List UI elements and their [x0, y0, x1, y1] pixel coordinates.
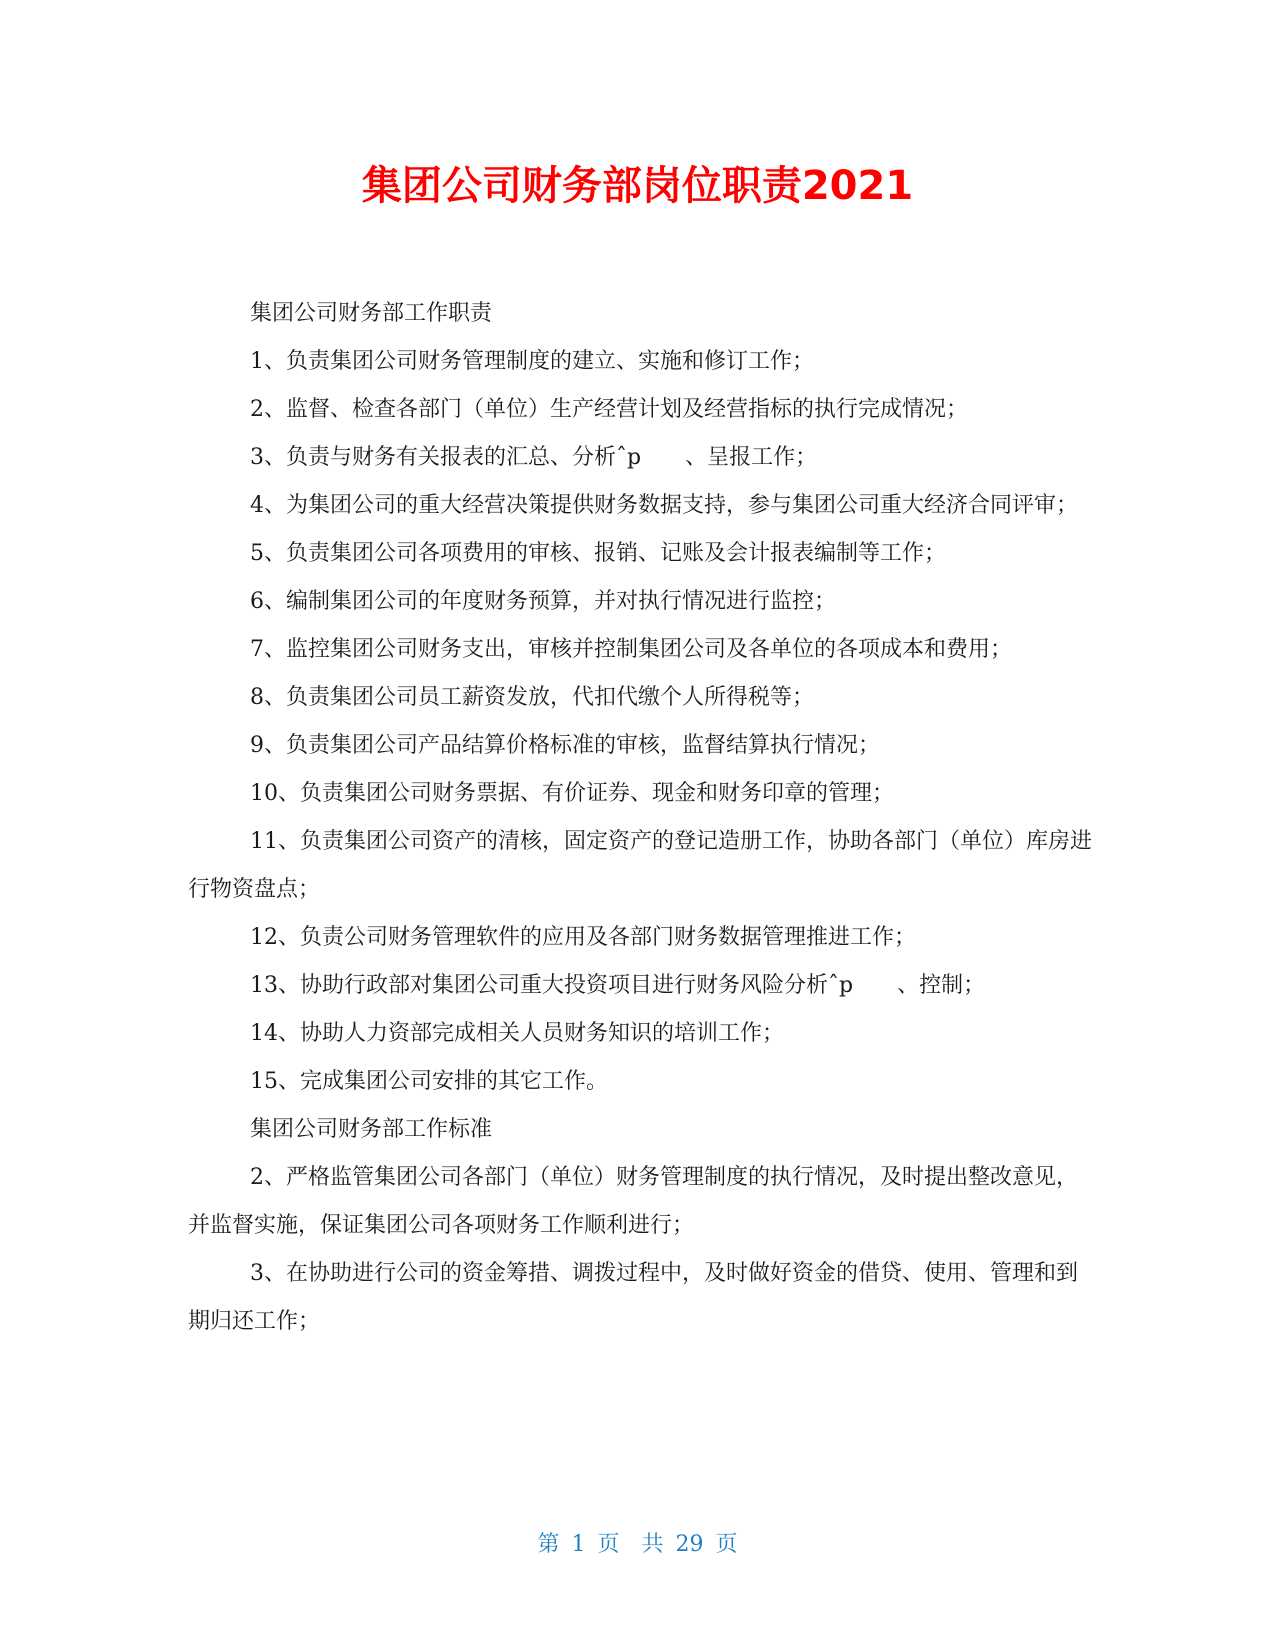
paragraph-item-8: 8、负责集团公司员工薪资发放，代扣代缴个人所得税等；	[250, 685, 814, 710]
page-footer	[0, 1530, 1275, 1560]
paragraph-item-6: 6、编制集团公司的年度财务预算，并对执行情况进行监控；	[250, 589, 836, 614]
paragraph-item-4: 4、为集团公司的重大经营决策提供财务数据支持，参与集团公司重大经济合同评审；	[250, 493, 1078, 518]
footer-label-pages: 页	[715, 1532, 738, 1557]
paragraph-item-2: 2、监督、检查各部门（单位）生产经营计划及经营指标的执行完成情况；	[250, 397, 968, 422]
footer-current-page: 1	[571, 1532, 586, 1557]
paragraph-item-9: 9、负责集团公司产品结算价格标准的审核，监督结算执行情况；	[250, 733, 880, 758]
paragraph-item-12: 12、负责公司财务管理软件的应用及各部门财务数据管理推进工作；	[250, 925, 916, 950]
paragraph-item-5: 5、负责集团公司各项费用的审核、报销、记账及会计报表编制等工作；	[250, 541, 946, 566]
paragraph-item-1: 1、负责集团公司财务管理制度的建立、实施和修订工作；	[250, 349, 814, 374]
paragraph-item-3: 3、负责与财务有关报表的汇总、分析ˆp 、呈报工作；	[250, 445, 818, 470]
footer-label-of: 页 共	[597, 1532, 664, 1557]
footer-total-pages: 29	[675, 1532, 704, 1557]
paragraph-item-7: 7、监控集团公司财务支出，审核并控制集团公司及各单位的各项成本和费用；	[250, 637, 1012, 662]
paragraph-section-heading-duties: 集团公司财务部工作职责	[250, 301, 493, 326]
footer-label-page: 第	[537, 1532, 560, 1557]
paragraph-item-14: 14、协助人力资部完成相关人员财务知识的培训工作；	[250, 1021, 784, 1046]
paragraph-standard-2: 2、严格监管集团公司各部门（单位）财务管理制度的执行情况，及时提出整改意见，并监督实施，保证集团公司各项财务工作顺利进行；	[188, 1165, 1078, 1238]
paragraph-item-15: 15、完成集团公司安排的其它工作。	[250, 1069, 608, 1094]
paragraph-item-11: 11、负责集团公司资产的清核，固定资产的登记造册工作，协助各部门（单位）库房进行物资盘点；	[188, 829, 1092, 902]
paragraph-section-heading-standards: 集团公司财务部工作标准	[250, 1117, 493, 1142]
paragraph-item-13: 13、协助行政部对集团公司重大投资项目进行财务风险分析ˆp 、控制；	[250, 973, 986, 998]
document-title: 集团公司财务部岗位职责2021	[361, 163, 914, 209]
document-body	[188, 290, 1093, 1346]
paragraph-standard-3: 3、在协助进行公司的资金筹措、调拨过程中，及时做好资金的借贷、使用、管理和到期归还工作；	[188, 1261, 1078, 1334]
paragraph-item-10: 10、负责集团公司财务票据、有价证券、现金和财务印章的管理；	[250, 781, 894, 806]
